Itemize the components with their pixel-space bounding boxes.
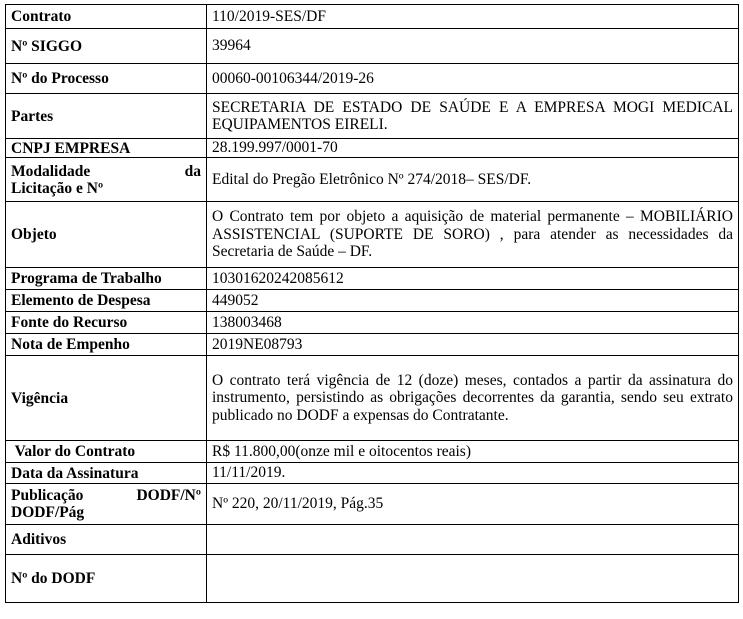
table-row <box>6 555 739 603</box>
contract-summary-sheet <box>5 4 739 615</box>
value-aditivos <box>207 525 739 555</box>
label-assinatura: Data da Assinatura <box>6 463 207 484</box>
value-assinatura: 11/11/2019. <box>207 463 739 484</box>
value-elemento: 449052 <box>207 290 739 312</box>
label-publicacao-word2: DODF/Nº <box>136 487 201 504</box>
value-contrato: 110/2019-SES/DF <box>207 5 739 29</box>
table-row <box>6 158 739 202</box>
table-row <box>6 334 739 356</box>
value-fonte: 138003468 <box>207 312 739 334</box>
value-numero-dodf <box>207 555 739 603</box>
label-fonte: Fonte do Recurso <box>6 312 207 334</box>
value-partes: SECRETARIA DE ESTADO DE SAÚDE E A EMPRESA MOGI MEDICAL EQUIPAMENTOS EIRELI. <box>207 94 739 139</box>
value-objeto: O Contrato tem por objeto a aquisição de material permanente – MOBILIÁRIO ASSISTENCIAL (SUPORTE DE SORO) , para atender as necessidades da Secretaria de Saúde – DF. <box>207 202 739 268</box>
table-row <box>6 5 739 29</box>
label-publicacao-line1 <box>11 487 201 504</box>
label-modalidade-word2: da <box>184 162 201 180</box>
table-row <box>6 356 739 441</box>
label-modalidade-line1 <box>11 163 201 180</box>
label-elemento: Elemento de Despesa <box>6 290 207 312</box>
label-numero-dodf: Nº do DODF <box>6 555 207 603</box>
label-publicacao-word1: Publicação <box>11 487 84 504</box>
value-valor: R$ 11.800,00(onze mil e oitocentos reais) <box>207 441 739 463</box>
table-row <box>6 94 739 139</box>
table-row <box>6 463 739 484</box>
label-cnpj: CNPJ EMPRESA <box>6 139 207 158</box>
label-empenho: Nota de Empenho <box>6 334 207 356</box>
table-row <box>6 139 739 158</box>
label-contrato: Contrato <box>6 5 207 29</box>
table-row <box>6 268 739 290</box>
label-modalidade-line2: Licitação e Nº <box>11 179 104 197</box>
label-processo: Nº do Processo <box>6 64 207 94</box>
table-row <box>6 484 739 525</box>
label-programa: Programa de Trabalho <box>6 268 207 290</box>
table-row <box>6 202 739 268</box>
label-siggo: Nº SIGGO <box>6 29 207 64</box>
label-vigencia: Vigência <box>6 356 207 441</box>
value-processo: 00060-00106344/2019-26 <box>207 64 739 94</box>
table-row <box>6 290 739 312</box>
label-partes: Partes <box>6 94 207 139</box>
value-siggo: 39964 <box>207 29 739 64</box>
label-valor: Valor do Contrato <box>6 441 207 463</box>
table-row <box>6 441 739 463</box>
contract-table <box>5 4 739 603</box>
label-publicacao-line2: DODF/Pág <box>11 504 85 521</box>
value-vigencia: O contrato terá vigência de 12 (doze) meses, contados a partir da assinatura do instrumento, persistindo as obrigações decorrentes da garantia, sendo seu extrato publicado no DODF a expensas do Contratante. <box>207 356 739 441</box>
value-modalidade: Edital do Pregão Eletrônico Nº 274/2018– SES/DF. <box>207 158 739 202</box>
value-publicacao: Nº 220, 20/11/2019, Pág.35 <box>207 484 739 525</box>
label-publicacao <box>6 484 207 525</box>
table-row <box>6 312 739 334</box>
value-empenho: 2019NE08793 <box>207 334 739 356</box>
table-row <box>6 64 739 94</box>
value-cnpj: 28.199.997/0001-70 <box>207 139 739 158</box>
label-objeto: Objeto <box>6 202 207 268</box>
label-aditivos: Aditivos <box>6 525 207 555</box>
label-modalidade-word1: Modalidade <box>11 162 91 180</box>
table-row <box>6 525 739 555</box>
table-row <box>6 29 739 64</box>
label-modalidade <box>6 158 207 202</box>
value-programa: 10301620242085612 <box>207 268 739 290</box>
